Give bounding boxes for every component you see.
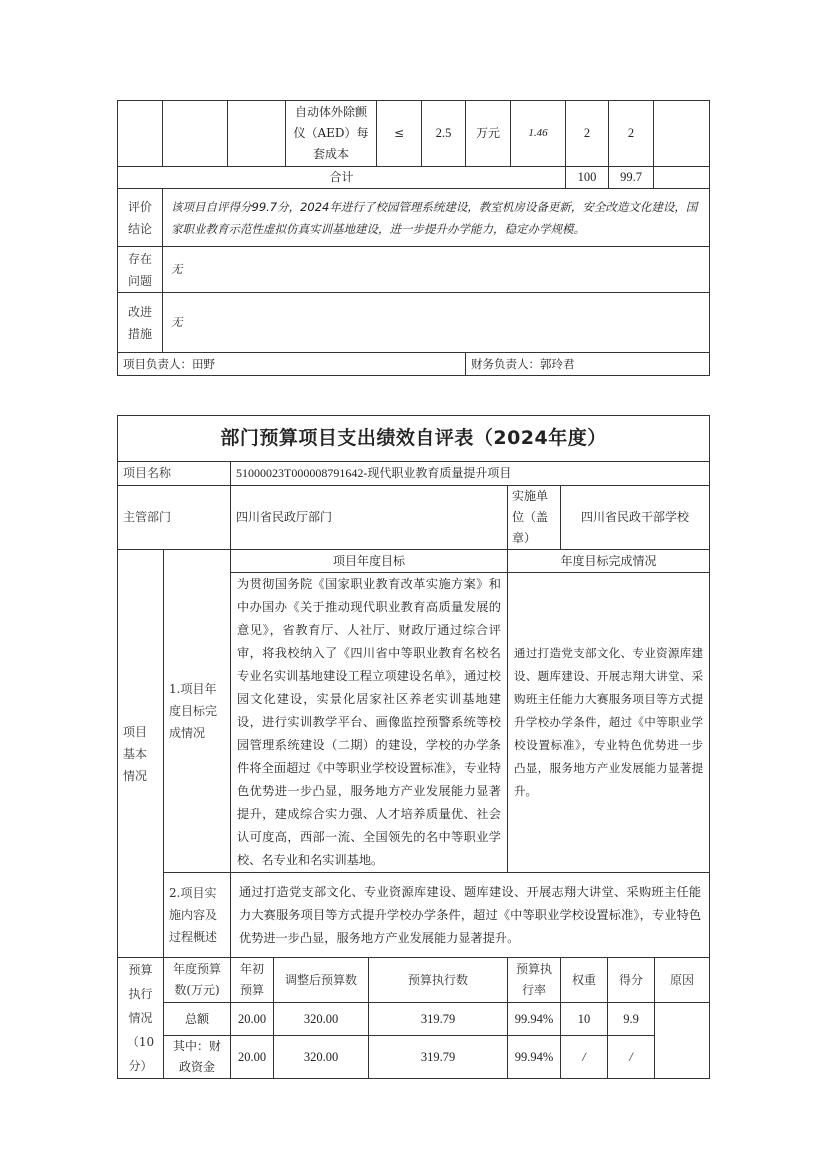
budget-row-label: 其中：财政资金 — [164, 1036, 231, 1079]
total-score: 99.7 — [609, 167, 654, 189]
budget-row-label: 总额 — [164, 1003, 231, 1036]
completion-text: 通过打造党支部文化、专业资源库建设、题库建设、开展志翔大讲堂、采购班主任能力大赛服务项目等方式提升学校办学条件，超过《中等职业学校设置标准》，专业特色优势进一步凸显，服务地方产业发展能力显著提升。 — [508, 573, 710, 873]
budget-section-label: 预算执行情况（10分） — [118, 958, 164, 1079]
budget-executed: 319.79 — [369, 1003, 508, 1036]
conclusion-text: 该项目自评得分99.7分，2024年进行了校园管理系统建设，教室机房设备更新，安全改造文化建设，国家职业教育示范性虚拟仿真实训基地建设，进一步提升办学能力，稳定办学规模。 — [163, 189, 710, 247]
impl-unit-value: 四川省民政干部学校 — [561, 486, 710, 550]
budget-initial: 20.00 — [231, 1036, 274, 1079]
project-name-row — [118, 462, 710, 486]
dept-value: 四川省民政厅部门 — [231, 486, 508, 550]
budget-header-adjusted: 调整后预算数 — [274, 958, 369, 1003]
dept-label: 主管部门 — [118, 486, 231, 550]
budget-score: / — [608, 1036, 655, 1079]
problems-text: 无 — [163, 247, 710, 293]
empty-cell — [163, 101, 228, 167]
basic-info-label: 项目基本情况 — [118, 550, 164, 958]
dept-row — [118, 486, 710, 550]
goal-header-row — [118, 550, 710, 573]
improvements-row — [118, 293, 710, 353]
budget-row-total — [118, 1003, 710, 1036]
finance-lead: 财务负责人：郭玲君 — [466, 353, 710, 376]
budget-header-rate: 预算执行率 — [508, 958, 561, 1003]
empty-cell — [118, 101, 163, 167]
total-row — [118, 167, 710, 189]
budget-reason — [655, 1003, 710, 1079]
total-weight: 100 — [566, 167, 609, 189]
budget-rate: 99.94% — [508, 1036, 561, 1079]
budget-header-executed: 预算执行数 — [369, 958, 508, 1003]
impl-text: 通过打造党支部文化、专业资源库建设、题库建设、开展志翔大讲堂、采购班主任能力大赛服务项目等方式提升学校办学条件，超过《中等职业学校设置标准》，专业特色优势进一步凸显，服务地方产业发展能力显著提升。 — [231, 873, 710, 958]
impl-section-label: 2.项目实施内容及过程概述 — [164, 873, 231, 958]
project-name: 51000023T000008791642-现代职业教育质量提升项目 — [231, 462, 710, 486]
indicator-name: 自动体外除颤仪（AED）每套成本 — [286, 101, 377, 167]
goal-section-label: 1.项目年度目标完成情况 — [164, 550, 231, 873]
impl-unit-label: 实施单位（盖章） — [508, 486, 561, 550]
problems-row — [118, 247, 710, 293]
total-reason — [654, 167, 710, 189]
budget-adjusted: 320.00 — [274, 1036, 369, 1079]
project-lead: 项目负责人：田野 — [118, 353, 466, 376]
budget-row-fiscal — [118, 1036, 710, 1079]
goal-text: 为贯彻国务院《国家职业教育改革实施方案》和中办国办《关于推动现代职业教育高质量发展的意见》，省教育厅、人社厅、财政厅通过综合评审，将我校纳入了《四川省中等职业教育名校名专业名实训基地建设工程立项建设名单》，通过校园文化建设，实景化居家社区养老实训基地建设，进行实训教学平台、画像监控预警系统等校园管理系统建设（二期）的建设，学校的办学条件将全面超过《中等职业学校设置标准》，专业特色优势进一步凸显，服务地方产业发展能力显著提升，建成综合实力强、人才培养质量优、社会认可度高，西部一流、全国领先的名中等职业学校、名专业和名实训基地。 — [231, 573, 508, 873]
conclusion-label: 评价结论 — [118, 189, 163, 247]
completion-header: 年度目标完成情况 — [508, 550, 710, 573]
budget-header-row — [118, 958, 710, 1003]
indicator-target: 2.5 — [422, 101, 466, 167]
self-evaluation-form — [117, 415, 710, 1079]
problems-label: 存在问题 — [118, 247, 163, 293]
budget-weight: 10 — [561, 1003, 608, 1036]
form-title: 部门预算项目支出绩效自评表（2024年度） — [118, 416, 710, 462]
budget-header-reason: 原因 — [655, 958, 710, 1003]
form-title-row — [118, 416, 710, 462]
impl-row — [118, 873, 710, 958]
indicator-weight: 2 — [566, 101, 609, 167]
goal-header: 项目年度目标 — [231, 550, 508, 573]
indicator-row — [118, 101, 710, 167]
improvements-text: 无 — [163, 293, 710, 353]
indicator-actual: 1.46 — [511, 101, 566, 167]
budget-header-score: 得分 — [608, 958, 655, 1003]
indicator-score: 2 — [609, 101, 654, 167]
budget-score: 9.9 — [608, 1003, 655, 1036]
budget-initial: 20.00 — [231, 1003, 274, 1036]
budget-header-annual: 年度预算数(万元) — [164, 958, 231, 1003]
budget-header-initial: 年初预算 — [231, 958, 274, 1003]
empty-cell — [228, 101, 286, 167]
budget-rate: 99.94% — [508, 1003, 561, 1036]
budget-weight: / — [561, 1036, 608, 1079]
indicator-reason — [654, 101, 710, 167]
total-label: 合计 — [118, 167, 566, 189]
signature-row — [118, 353, 710, 376]
conclusion-row — [118, 189, 710, 247]
budget-executed: 319.79 — [369, 1036, 508, 1079]
budget-header-weight: 权重 — [561, 958, 608, 1003]
indicator-operator: ≤ — [377, 101, 422, 167]
budget-adjusted: 320.00 — [274, 1003, 369, 1036]
performance-indicator-table — [117, 100, 710, 376]
indicator-unit: 万元 — [466, 101, 511, 167]
project-name-label: 项目名称 — [118, 462, 231, 486]
improvements-label: 改进措施 — [118, 293, 163, 353]
